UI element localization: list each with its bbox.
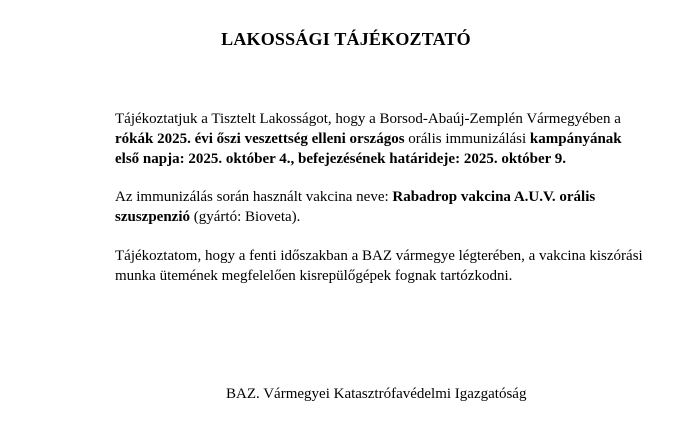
text-segment: orális immunizálási [404,131,530,147]
paragraph-line: Tájékoztatom, hogy a fenti időszakban a BAZ vármegye légterében, a vakcina kiszórási [115,248,643,264]
bold-segment: kampányának [529,131,622,147]
paragraph-aircraft-notice [115,246,643,286]
bold-segment: első napja: 2025. október 4., befejezésének határideje: 2025. október 9. [115,151,567,167]
text-segment: Tájékoztatjuk a Tisztelt Lakosságot, hogy a Borsod-Abaúj-Zemplén Vármegyében a [115,111,621,127]
paragraph-line [115,109,621,129]
document-title: LAKOSSÁGI TÁJÉKOZTATÓ [221,29,471,49]
paragraph-line [115,187,596,207]
bold-segment: Rabadrop vakcina A.U.V. orális [392,189,596,205]
bold-segment: rókák 2025. évi őszi veszettség elleni országos [115,131,405,147]
bold-segment: szuszpenzió [115,209,190,225]
paragraph-vaccine-name [115,187,596,227]
text-segment: (gyártó: Bioveta). [190,209,301,225]
signature-issuer: BAZ. Vármegyei Katasztrófavédelmi Igazgatóság [226,386,527,402]
paragraph-line [115,149,567,169]
paragraph-line: munka ütemének megfelelően kisrepülőgépek fognak tartózkodni. [115,268,513,284]
text-segment: Az immunizálás során használt vakcina neve: [115,189,393,205]
paragraph-line [115,129,622,149]
paragraph-line [115,207,553,227]
paragraph-campaign-dates [115,109,622,169]
